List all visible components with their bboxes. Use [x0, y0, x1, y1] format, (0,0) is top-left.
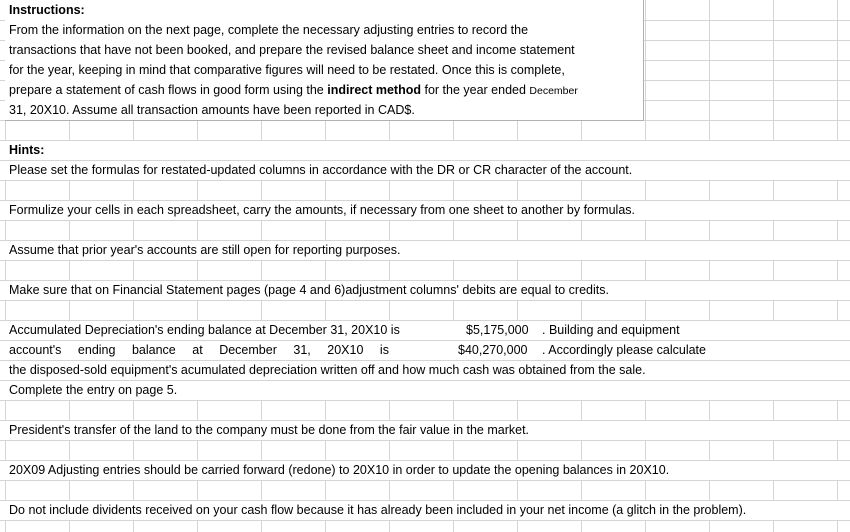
grid-row-line: [0, 520, 850, 521]
grid-row-line: [0, 260, 850, 261]
grid-row-line: [0, 300, 850, 301]
accumulated-depreciation-amount: $5,175,000: [466, 323, 529, 337]
instructions-line: transactions that have not been booked, and prepare the revised balance sheet and income statement: [9, 43, 575, 57]
depreciation-suffix: . Accordingly please calculate: [542, 343, 706, 357]
hint-text: Make sure that on Financial Statement pages (page 4 and 6)adjustment columns' debits are equal to credits.: [9, 283, 609, 297]
depreciation-justified-line: [9, 340, 389, 360]
hints-heading: Hints:: [9, 143, 45, 157]
word: is: [379, 343, 389, 357]
grid-row-line: [0, 480, 850, 481]
depreciation-text: Complete the entry on page 5.: [9, 383, 178, 397]
word: December: [219, 343, 277, 357]
grid-row-line: [0, 440, 850, 441]
instructions-line: [9, 80, 578, 100]
instructions-text: for the year ended: [421, 83, 530, 97]
hint-text: Assume that prior year's accounts are still open for reporting purposes.: [9, 243, 401, 257]
grid-row-line: [0, 180, 850, 181]
hint-text: 20X09 Adjusting entries should be carried forward (redone) to 20X10 in order to update the opening balances in 20X10.: [9, 463, 670, 477]
word: ending: [77, 343, 116, 357]
word: at: [192, 343, 203, 357]
hint-text: Please set the formulas for restated-updated columns in accordance with the DR or CR character of the account.: [9, 163, 633, 177]
cell-hints-heading[interactable]: [0, 141, 850, 160]
building-equipment-amount: $40,270,000: [458, 343, 528, 357]
indirect-method-emphasis: indirect method: [327, 83, 421, 97]
hint-text: President's transfer of the land to the company must be done from the fair value in the market.: [9, 423, 530, 437]
instructions-heading: Instructions:: [9, 3, 85, 17]
word: account's: [9, 343, 62, 357]
word: balance: [131, 343, 176, 357]
grid-row-line: [0, 220, 850, 221]
hint-text: Do not include dividents received on your cash flow because it has already been included in your net income (a glitch in the problem).: [9, 503, 747, 517]
instructions-text: prepare a statement of cash flows in good form using the: [9, 83, 328, 97]
depreciation-text: Accumulated Depreciation's ending balance at December 31, 20X10 is: [9, 323, 400, 337]
instructions-line: From the information on the next page, complete the necessary adjusting entries to record the: [9, 23, 529, 37]
depreciation-suffix: . Building and equipment: [542, 323, 680, 337]
word: 31,: [293, 343, 311, 357]
word: 20X10: [327, 343, 364, 357]
grid-row-line: [0, 400, 850, 401]
instructions-line: 31, 20X10. Assume all transaction amounts have been reported in CAD$.: [9, 103, 415, 117]
instructions-date-text: December: [529, 85, 578, 97]
instructions-line: for the year, keeping in mind that comparative figures will need to be restated. Once this is complete,: [9, 63, 565, 77]
hint-text: Formulize your cells in each spreadsheet, carry the amounts, if necessary from one sheet to another by formulas.: [9, 203, 635, 217]
depreciation-text: the disposed-sold equipment's acumulated depreciation written off and how much cash was obtained from the sale.: [9, 363, 646, 377]
